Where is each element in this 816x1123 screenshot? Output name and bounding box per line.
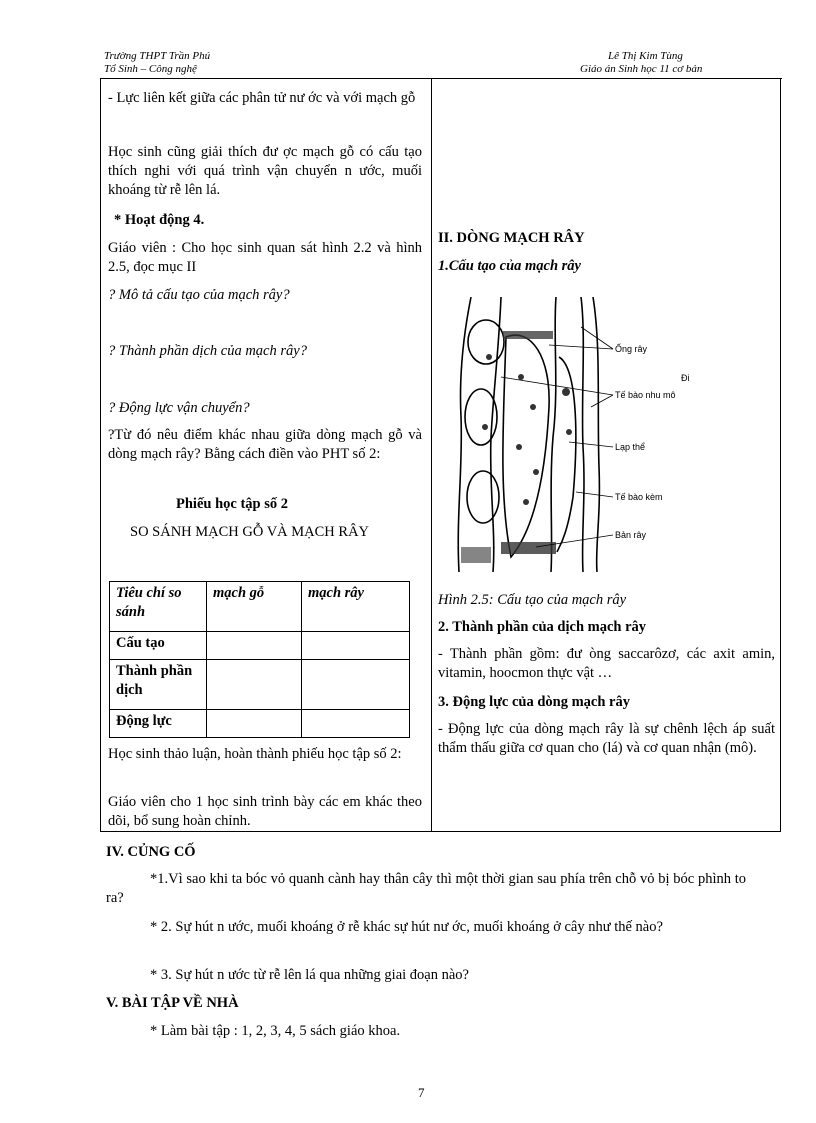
cell-empty[interactable] — [207, 710, 302, 738]
student-explanation: Học sinh cũng giải thích đư ợc mạch gỗ có cấu tạo thích nghi với quá trình vận chuyển n ước, muối khoáng từ rễ lên lá. — [108, 144, 422, 198]
composition-text: - Thành phần gồm: đư òng saccarôzơ, các axit amin, vitamin, hoocmon thực vật … — [438, 646, 775, 681]
phloem-header: mạch rây — [302, 582, 410, 632]
cell-empty[interactable] — [302, 660, 410, 710]
question-force: ? Động lực vận chuyển? — [108, 400, 250, 416]
teacher-name: Lê Thị Kim Tùng — [608, 50, 683, 62]
section-heading: II. DÒNG MẠCH RÂY — [438, 230, 585, 246]
sub-heading-composition: 2. Thành phần của dịch mạch rây — [438, 619, 647, 635]
teacher-conclusion: Giáo viên cho 1 học sinh trình bày các em khác theo dõi, bổ sung hoàn chỉnh. — [108, 794, 422, 829]
worksheet-title: Phiếu học tập số 2 — [176, 496, 288, 512]
label-sieve-plate: Bản rây — [615, 530, 647, 540]
question-composition: ? Thành phần dịch của mạch rây? — [108, 343, 307, 359]
column-divider — [431, 79, 432, 831]
header-right — [580, 50, 760, 76]
review-question-2: * 2. Sự hút n ước, muối khoáng ở rễ khác sự hút nư ớc, muối khoáng ở cây như thế nào? — [150, 919, 663, 935]
activity-title: * Hoạt động 4. — [114, 212, 205, 228]
section-4-title: IV. CỦNG CỐ — [106, 844, 196, 860]
force-text: - Động lực của dòng mạch rây là sự chênh lệch áp suất thẩm thấu giữa cơ quan cho (lá) và cơ quan nhận (mô). — [438, 721, 775, 756]
cell-empty[interactable] — [207, 660, 302, 710]
homework-text: * Làm bài tập : 1, 2, 3, 4, 5 sách giáo khoa. — [150, 1023, 401, 1039]
sub-heading-structure: 1.Cấu tạo của mạch rây — [438, 258, 581, 274]
sub-heading-force: 3. Động lực của dòng mạch rây — [438, 694, 630, 710]
page-number: 7 — [418, 1085, 425, 1100]
section-5-title: V. BÀI TẬP VỀ NHÀ — [106, 995, 239, 1011]
xylem-header: mạch gỗ — [207, 582, 302, 632]
department-name: Tổ Sinh – Công nghệ — [104, 63, 197, 75]
review-question-1: *1.Vì sao khi ta bóc vỏ quanh cành hay thân cây thì một thời gian sau phía trên chỗ vỏ bị bóc phình to ra? — [106, 871, 746, 906]
label-sieve-tube: Ống rây — [615, 344, 648, 354]
header-left — [104, 50, 210, 76]
lesson-plan-title: Giáo án Sinh học 11 cơ bản — [580, 63, 703, 75]
review-question-3: * 3. Sự hút n ước từ rễ lên lá qua những giai đoạn nào? — [150, 967, 469, 983]
teacher-instruction: Giáo viên : Cho học sinh quan sát hình 2.2 và hình 2.5, đọc mục II — [108, 240, 422, 275]
school-name: Trường THPT Trần Phú — [104, 50, 211, 62]
cell-empty[interactable] — [302, 710, 410, 738]
phloem-figure — [441, 297, 701, 572]
label-plastid: Lạp thể — [615, 442, 646, 452]
criteria-header: Tiêu chí so sánh — [110, 582, 207, 632]
cell-empty[interactable] — [207, 632, 302, 660]
lesson-table — [100, 79, 781, 832]
label-parenchyma: Tế bào nhu mô — [615, 390, 676, 400]
row-force: Động lực — [110, 710, 207, 738]
row-structure: Cấu tạo — [110, 632, 207, 660]
cell-empty[interactable] — [302, 632, 410, 660]
label-stray: Đi — [681, 373, 690, 383]
label-companion-cell: Tế bào kèm — [615, 492, 663, 502]
worksheet-subtitle: SO SÁNH MẠCH GỖ VÀ MẠCH RÂY — [130, 524, 370, 540]
figure-caption: Hình 2.5: Cấu tạo của mạch rây — [438, 592, 627, 608]
row-composition: Thành phần dịch — [110, 660, 207, 710]
bond-text: - Lực liên kết giữa các phân tử nư ớc và với mạch gỗ — [108, 90, 416, 106]
worksheet-table — [109, 581, 410, 738]
comparison-prompt: ?Từ đó nêu điểm khác nhau giữa dòng mạch gỗ và dòng mạch rây? Bằng cách điền vào PHT số 2: — [108, 427, 422, 462]
question-structure: ? Mô tả cấu tạo của mạch rây? — [108, 287, 290, 303]
student-discussion: Học sinh thảo luận, hoàn thành phiếu học tập số 2: — [108, 746, 402, 762]
